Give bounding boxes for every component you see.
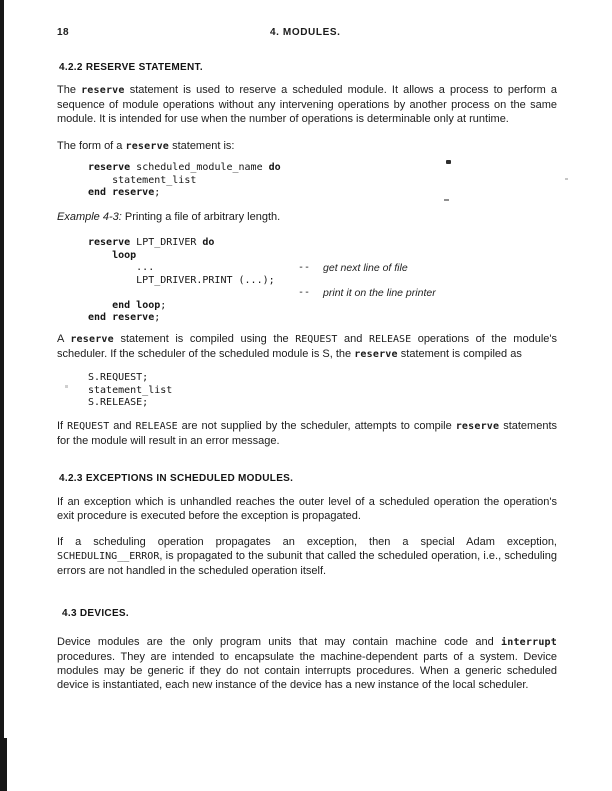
code-block-reserve-form <box>88 162 281 200</box>
code-line <box>88 162 281 175</box>
text-segment: end loop <box>112 299 161 311</box>
text-segment: statements for the module will result in an error message. <box>57 420 558 447</box>
text-segment: do <box>268 162 281 173</box>
text-segment: print it on the line printer <box>323 287 436 299</box>
paragraph-reserve-compilation <box>57 332 557 362</box>
paragraph-unhandled-exception <box>57 495 557 523</box>
page-number: 18 <box>57 27 70 38</box>
text-segment: -- <box>298 287 311 298</box>
text-segment: The <box>57 84 82 96</box>
text-segment: Printing a file of arbitrary length. <box>121 211 281 223</box>
text-segment: REQUEST <box>295 334 338 345</box>
code-line <box>88 275 275 288</box>
text-segment: Example 4-3: <box>57 211 122 223</box>
text-segment: S.REQUEST; <box>88 372 149 383</box>
text-segment: LPT_DRIVER <box>136 237 203 248</box>
text-segment: The form of a <box>57 140 126 152</box>
code-line <box>88 262 408 275</box>
text-segment: reserve <box>81 85 125 96</box>
scan-speck <box>565 178 568 180</box>
scan-edge-left <box>0 0 4 791</box>
text-segment: get next line of file <box>323 262 408 274</box>
text-segment: procedures. They are intended to encapsulate the machine-dependent parts of a system. Device modules may be generic if they do not contain interrupts procedures. When a generic scheduled device is instantiated, each new instance of the device has a new instance of the local scheduler. <box>57 651 557 691</box>
paragraph-reserve-intro <box>57 83 557 126</box>
text-segment: ; <box>154 312 161 323</box>
paragraph-scheduling-error <box>57 535 557 578</box>
text-segment: end reserve <box>88 187 155 198</box>
text-segment: statement is used to reserve a scheduled module. It allows a process to perform a sequence of module operations without any intervening operations by another process on the same module. It is intended for use when the number of operations is determinable only at runtime. <box>57 84 557 125</box>
text-segment: and <box>109 420 136 432</box>
text-segment: statement is compiled using the <box>113 333 296 345</box>
text-segment: If a scheduling operation propagates an exception, then a special Adam exception, <box>57 536 557 548</box>
code-comment <box>298 287 436 300</box>
text-segment: reserve <box>354 349 398 360</box>
text-segment: end reserve <box>88 312 155 323</box>
code-line <box>88 312 275 325</box>
section-heading-4-2-3: 4.2.3 EXCEPTIONS IN SCHEDULED MODULES. <box>59 473 294 484</box>
text-segment: statement_list <box>88 174 197 186</box>
text-segment: statement_list <box>88 384 173 396</box>
text-segment: reserve <box>88 237 137 248</box>
text-segment: operations of the module's scheduler. If the scheduler of the scheduled module is S, the <box>57 333 557 360</box>
code-block-compiled-form <box>88 372 172 410</box>
code-line <box>88 237 275 250</box>
text-segment: reserve <box>125 141 170 152</box>
text-segment <box>88 300 112 311</box>
code-block-example-4-3 <box>88 237 436 325</box>
code-line <box>88 250 275 263</box>
code-line <box>88 187 281 200</box>
code-line <box>88 397 172 410</box>
text-segment: -- <box>298 262 311 273</box>
text-segment: A <box>57 333 71 345</box>
paragraph-missing-operations <box>57 419 557 448</box>
scan-edge-left-bottom <box>0 738 7 791</box>
text-segment: do <box>202 237 215 248</box>
text-segment: reserve <box>70 334 114 345</box>
code-line <box>88 385 172 398</box>
text-segment: reserve <box>455 421 500 432</box>
text-segment: If <box>57 420 68 432</box>
text-segment: , is propagated to the subunit that called the scheduled operation, i.e., scheduling errors are not handled in the scheduled operation itself. <box>57 550 557 577</box>
text-segment: are not supplied by the scheduler, attempts to compile <box>177 420 456 432</box>
text-segment: If an exception which is unhandled reaches the outer level of a scheduled operation the operation's exit procedure is executed before the exception is propagated. <box>57 496 557 522</box>
code-comment <box>298 262 408 275</box>
text-segment: and <box>337 333 369 345</box>
text-segment: Device modules are the only program units that may contain machine code and <box>57 636 501 648</box>
text-segment: S.RELEASE; <box>88 397 149 408</box>
text-segment: RELEASE <box>368 334 412 345</box>
code-line <box>88 175 281 188</box>
example-4-3-caption <box>57 210 280 224</box>
text-segment: LPT_DRIVER.PRINT (...); <box>88 274 275 286</box>
text-segment: REQUEST <box>67 421 110 432</box>
text-segment: scheduled_module_name <box>136 162 269 173</box>
paragraph-reserve-form-intro <box>57 139 234 154</box>
text-segment: reserve <box>88 162 137 173</box>
text-segment: ; <box>154 187 161 198</box>
text-segment: statement is compiled as <box>397 348 522 360</box>
text-segment: statement is: <box>169 140 235 152</box>
text-segment: ... <box>88 262 155 273</box>
text-segment: SCHEDULING__ERROR <box>57 551 160 562</box>
scan-speck <box>444 199 449 201</box>
running-header-title: 4. MODULES. <box>270 27 341 38</box>
text-segment: interrupt <box>501 637 557 648</box>
paragraph-device-modules <box>57 635 557 692</box>
scan-speck <box>446 160 451 164</box>
section-heading-4-3: 4.3 DEVICES. <box>62 608 129 619</box>
text-segment: loop <box>112 249 137 261</box>
code-line <box>88 372 172 385</box>
code-line <box>88 287 436 300</box>
section-heading-4-2-2: 4.2.2 RESERVE STATEMENT. <box>59 62 203 73</box>
text-segment: RELEASE <box>135 421 178 432</box>
scan-speck <box>65 385 68 388</box>
code-line <box>88 300 275 313</box>
text-segment <box>88 250 112 261</box>
text-segment: ; <box>160 299 167 311</box>
